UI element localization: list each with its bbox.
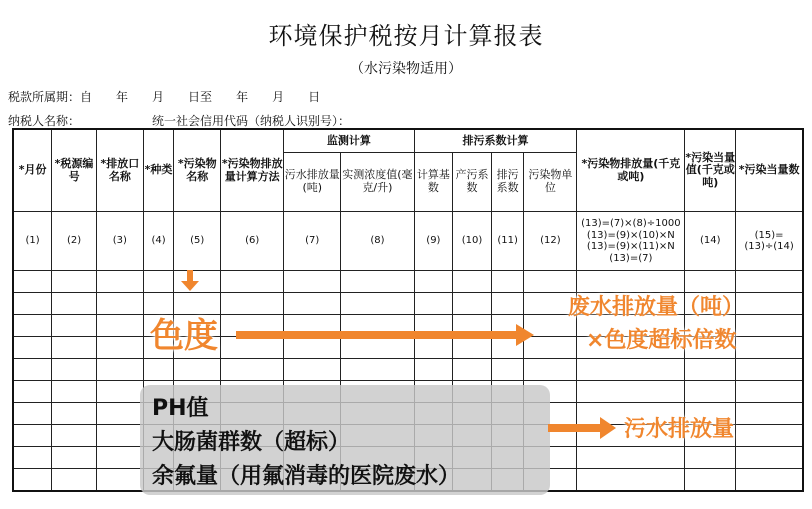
table-cell[interactable] <box>736 425 803 447</box>
table-cell[interactable] <box>414 359 453 381</box>
table-cell[interactable] <box>736 381 803 403</box>
color-label: 色度 <box>150 316 218 356</box>
header-equiv-count: *污染当量数 <box>736 129 803 212</box>
table-cell[interactable] <box>52 403 97 425</box>
table-cell[interactable] <box>491 271 524 293</box>
header-emission: *污染物排放量(千克或吨) <box>577 129 685 212</box>
taxpayer-code-label: 统一社会信用代码（纳税人识别号）： <box>152 114 351 128</box>
header-outlet: *排放口名称 <box>96 129 143 212</box>
table-cell[interactable] <box>52 469 97 492</box>
table-cell[interactable] <box>685 469 736 492</box>
table-cell[interactable] <box>685 381 736 403</box>
table-cell[interactable] <box>453 271 492 293</box>
index-cell: (3) <box>96 212 143 271</box>
table-cell[interactable] <box>221 293 284 315</box>
header-monitor-group: 监测计算 <box>284 129 414 153</box>
table-cell[interactable] <box>52 293 97 315</box>
header-pollutant: *污染物名称 <box>174 129 221 212</box>
table-cell[interactable] <box>736 403 803 425</box>
table-cell[interactable] <box>577 381 685 403</box>
table-cell[interactable] <box>453 359 492 381</box>
annotation-box-line: 大肠菌群数（超标） <box>152 430 351 455</box>
table-cell[interactable] <box>736 359 803 381</box>
table-cell[interactable] <box>96 293 143 315</box>
page-title: 环境保护税按月计算报表 <box>268 22 544 50</box>
index-cell: (1) <box>13 212 52 271</box>
table-cell[interactable] <box>13 337 52 359</box>
table-cell[interactable] <box>96 403 143 425</box>
table-cell[interactable] <box>13 293 52 315</box>
index-cell: (4) <box>143 212 174 271</box>
table-cell[interactable] <box>13 315 52 337</box>
page-subtitle: （水污染物适用） <box>350 61 462 77</box>
table-cell[interactable] <box>13 403 52 425</box>
header-type: *种类 <box>143 129 174 212</box>
table-cell[interactable] <box>414 293 453 315</box>
table-cell[interactable] <box>221 271 284 293</box>
table-cell[interactable] <box>685 447 736 469</box>
table-cell[interactable] <box>577 469 685 492</box>
annotation-box-line: PH值 <box>152 396 209 421</box>
header-concentration: 实测浓度值(毫克/升) <box>341 153 414 212</box>
index-cell: (8) <box>341 212 414 271</box>
arrow-right-icon <box>548 418 618 438</box>
formula-line: (13)=(9)×(10)×N <box>586 229 675 241</box>
table-cell[interactable] <box>13 447 52 469</box>
header-month: *月份 <box>13 129 52 212</box>
table-cell[interactable] <box>143 359 174 381</box>
table-cell[interactable] <box>284 271 341 293</box>
formula-line: (13)=(9)×(11)×N <box>586 241 675 252</box>
header-equiv-value: *污染当量值(千克或吨) <box>685 129 736 212</box>
table-cell[interactable] <box>736 315 803 337</box>
index-cell: (14) <box>685 212 736 271</box>
index-cell: (12) <box>524 212 577 271</box>
table-cell[interactable] <box>685 359 736 381</box>
index-cell: (7) <box>284 212 341 271</box>
table-cell[interactable] <box>736 469 803 492</box>
header-basis: 计算基数 <box>414 153 453 212</box>
table-cell[interactable] <box>174 359 221 381</box>
table-cell[interactable] <box>221 359 284 381</box>
table-cell[interactable] <box>13 359 52 381</box>
header-emit-coef: 排污系数 <box>491 153 524 212</box>
header-method: *污染物排放量计算方法 <box>221 129 284 212</box>
tax-period-line: 税款所属期：自 年 月 日至 年 月 日 <box>8 90 321 104</box>
table-cell[interactable] <box>736 271 803 293</box>
table-cell[interactable] <box>143 271 174 293</box>
annotation-box-line: 余氟量（用氟消毒的医院废水） <box>152 464 461 489</box>
table-cell[interactable] <box>96 337 143 359</box>
table-cell[interactable] <box>52 381 97 403</box>
table-cell[interactable] <box>13 271 52 293</box>
table-cell[interactable] <box>52 447 97 469</box>
emission-formula-cell <box>577 212 685 271</box>
arrow-down-icon <box>183 270 197 288</box>
index-cell: (15)=(13)÷(14) <box>736 212 803 271</box>
table-row <box>13 359 803 381</box>
table-cell[interactable] <box>453 293 492 315</box>
arrow-right-icon <box>236 326 536 346</box>
taxpayer-line <box>8 112 350 129</box>
table-cell[interactable] <box>284 293 341 315</box>
table-cell[interactable] <box>736 447 803 469</box>
table-cell[interactable] <box>414 271 453 293</box>
annotation-color-multiple: ×色度超标倍数 <box>586 328 737 353</box>
table-cell[interactable] <box>736 337 803 359</box>
taxpayer-name-label: 纳税人名称： <box>8 114 81 128</box>
table-cell[interactable] <box>96 381 143 403</box>
annotation-wastewater: 污水排放量 <box>624 417 735 442</box>
table-cell[interactable] <box>96 425 143 447</box>
table-cell[interactable] <box>52 337 97 359</box>
table-cell[interactable] <box>491 293 524 315</box>
table-cell[interactable] <box>96 271 143 293</box>
index-cell: (10) <box>453 212 492 271</box>
header-wastewater: 污水排放量(吨) <box>284 153 341 212</box>
header-coef-group: 排污系数计算 <box>414 129 577 153</box>
index-cell: (2) <box>52 212 97 271</box>
table-cell[interactable] <box>341 293 414 315</box>
table-cell[interactable] <box>524 359 577 381</box>
index-cell: (11) <box>491 212 524 271</box>
index-cell: (6) <box>221 212 284 271</box>
table-cell[interactable] <box>577 447 685 469</box>
header-source-no: *税源编号 <box>52 129 97 212</box>
annotation-wastewater-tons: 废水排放量（吨） <box>568 295 745 320</box>
table-cell[interactable] <box>52 425 97 447</box>
table-cell[interactable] <box>96 447 143 469</box>
formula-line: (13)=(7)×(8)÷1000 <box>581 218 681 229</box>
index-cell: (5) <box>174 212 221 271</box>
table-cell[interactable] <box>491 359 524 381</box>
annotation-box <box>140 385 550 495</box>
formula-line: (13)=(7) <box>609 252 653 264</box>
table-cell[interactable] <box>13 381 52 403</box>
table-cell[interactable] <box>736 293 803 315</box>
table-cell[interactable] <box>13 425 52 447</box>
table-cell[interactable] <box>52 359 97 381</box>
table-cell[interactable] <box>96 359 143 381</box>
table-cell[interactable] <box>96 315 143 337</box>
header-unit: 污染物单位 <box>524 153 577 212</box>
header-prod-coef: 产污系数 <box>453 153 492 212</box>
table-cell[interactable] <box>341 271 414 293</box>
index-row <box>13 212 803 271</box>
table-cell[interactable] <box>13 469 52 492</box>
table-cell[interactable] <box>577 359 685 381</box>
index-cell: (9) <box>414 212 453 271</box>
table-cell[interactable] <box>341 359 414 381</box>
table-cell[interactable] <box>96 469 143 492</box>
table-cell[interactable] <box>284 359 341 381</box>
table-cell[interactable] <box>52 315 97 337</box>
table-cell[interactable] <box>52 271 97 293</box>
